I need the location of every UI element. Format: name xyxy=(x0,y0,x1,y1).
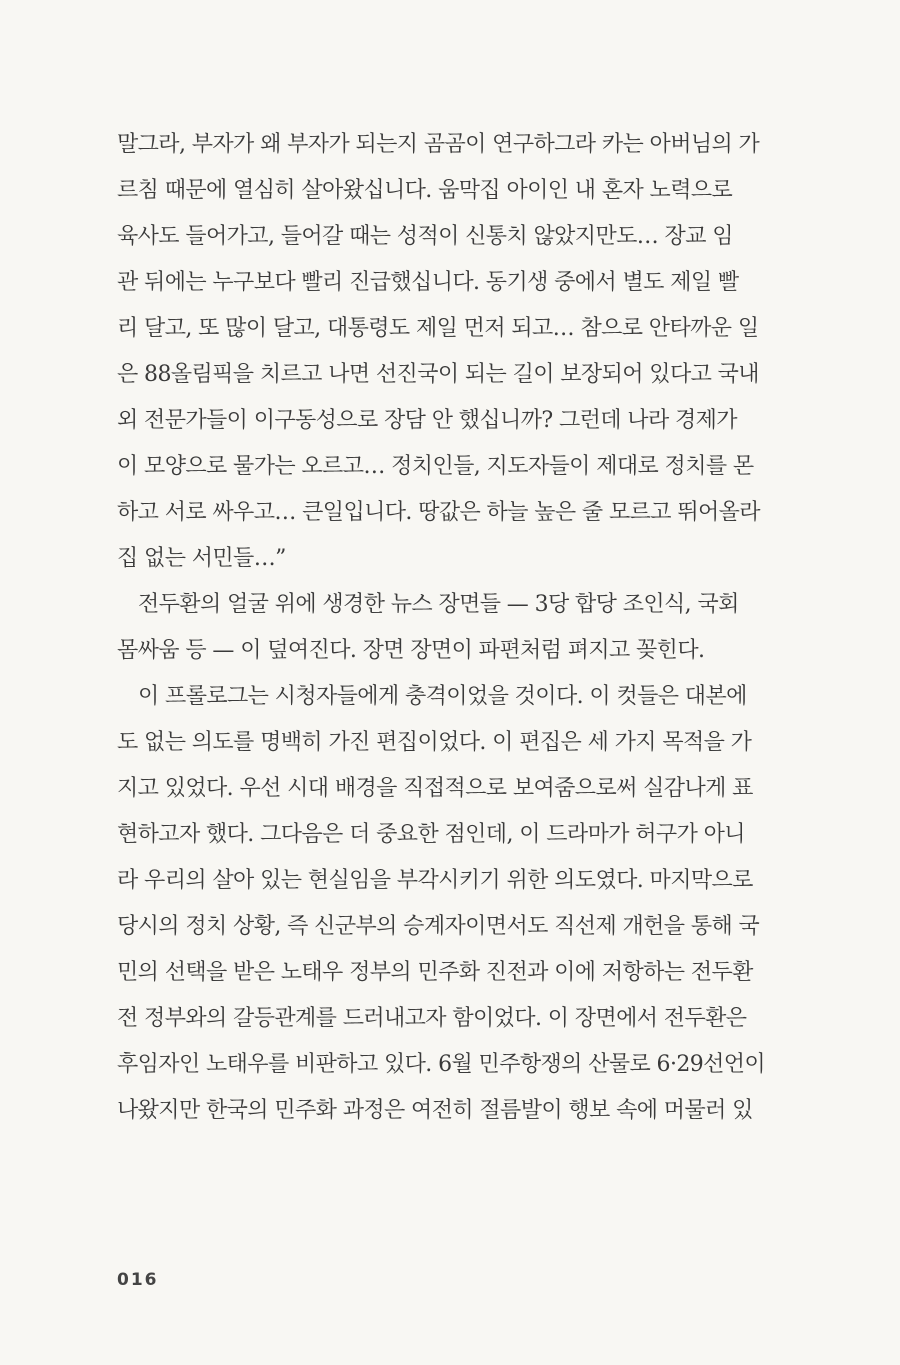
text-line: 전 정부와의 갈등관계를 드러내고자 함이었다. 이 장면에서 전두환은 xyxy=(117,1006,747,1031)
text-line: 르침 때문에 열심히 살아왔십니다. 움막집 아이인 내 혼자 노력으로 xyxy=(117,178,733,203)
text-line: 은 88올림픽을 치르고 나면 선진국이 되는 길이 보장되어 있다고 국내 xyxy=(117,362,759,387)
text-line: 라 우리의 살아 있는 현실임을 부각시키기 위한 의도였다. 마지막으로 xyxy=(117,868,753,893)
page-number: 016 xyxy=(117,1270,159,1290)
text-line: 당시의 정치 상황, 즉 신군부의 승계자이면서도 직선제 개헌을 통해 국 xyxy=(117,914,760,939)
text-line: 육사도 들어가고, 들어갈 때는 성적이 신통치 않았지만도… 장교 임 xyxy=(117,224,733,249)
text-line: 이 프롤로그는 시청자들에게 충격이었을 것이다. 이 컷들은 대본에 xyxy=(138,684,747,709)
text-line: 리 달고, 또 많이 달고, 대통령도 제일 먼저 되고… 참으로 안타까운 일 xyxy=(117,316,759,341)
text-line: 지고 있었다. 우선 시대 배경을 직접적으로 보여줌으로써 실감나게 표 xyxy=(117,776,753,801)
text-line: 관 뒤에는 누구보다 빨리 진급했십니다. 동기생 중에서 별도 제일 빨 xyxy=(117,270,739,295)
text-line: 외 전문가들이 이구동성으로 장담 안 했십니까? 그런데 나라 경제가 xyxy=(117,408,737,433)
text-line: 민의 선택을 받은 노태우 정부의 민주화 진전과 이에 저항하는 전두환 xyxy=(117,960,753,985)
text-line: 현하고자 했다. 그다음은 더 중요한 점인데, 이 드라마가 허구가 아니 xyxy=(117,822,745,847)
text-line: 이 모양으로 물가는 오르고… 정치인들, 지도자들이 제대로 정치를 몬 xyxy=(117,454,754,479)
text-line: 나왔지만 한국의 민주화 과정은 여전히 절름발이 행보 속에 머물러 있 xyxy=(117,1098,753,1123)
body-text xyxy=(117,122,772,1134)
text-line: 도 없는 의도를 명백히 가진 편집이었다. 이 편집은 세 가지 목적을 가 xyxy=(117,730,752,755)
text-line: 집 없는 서민들…” xyxy=(117,546,286,571)
text-line: 전두환의 얼굴 위에 생경한 뉴스 장면들 — 3당 합당 조인식, 국회 xyxy=(138,592,739,617)
text-line: 말그라, 부자가 왜 부자가 되는지 곰곰이 연구하그라 카는 아버님의 가 xyxy=(117,132,760,157)
text-line: 후임자인 노태우를 비판하고 있다. 6월 민주항쟁의 산물로 6·29선언이 xyxy=(117,1052,766,1077)
text-line: 몸싸움 등 — 이 덮여진다. 장면 장면이 파편처럼 펴지고 꽂힌다. xyxy=(117,638,705,663)
text-line: 하고 서로 싸우고… 큰일입니다. 땅값은 하늘 높은 줄 모르고 뛰어올라 xyxy=(117,500,760,525)
